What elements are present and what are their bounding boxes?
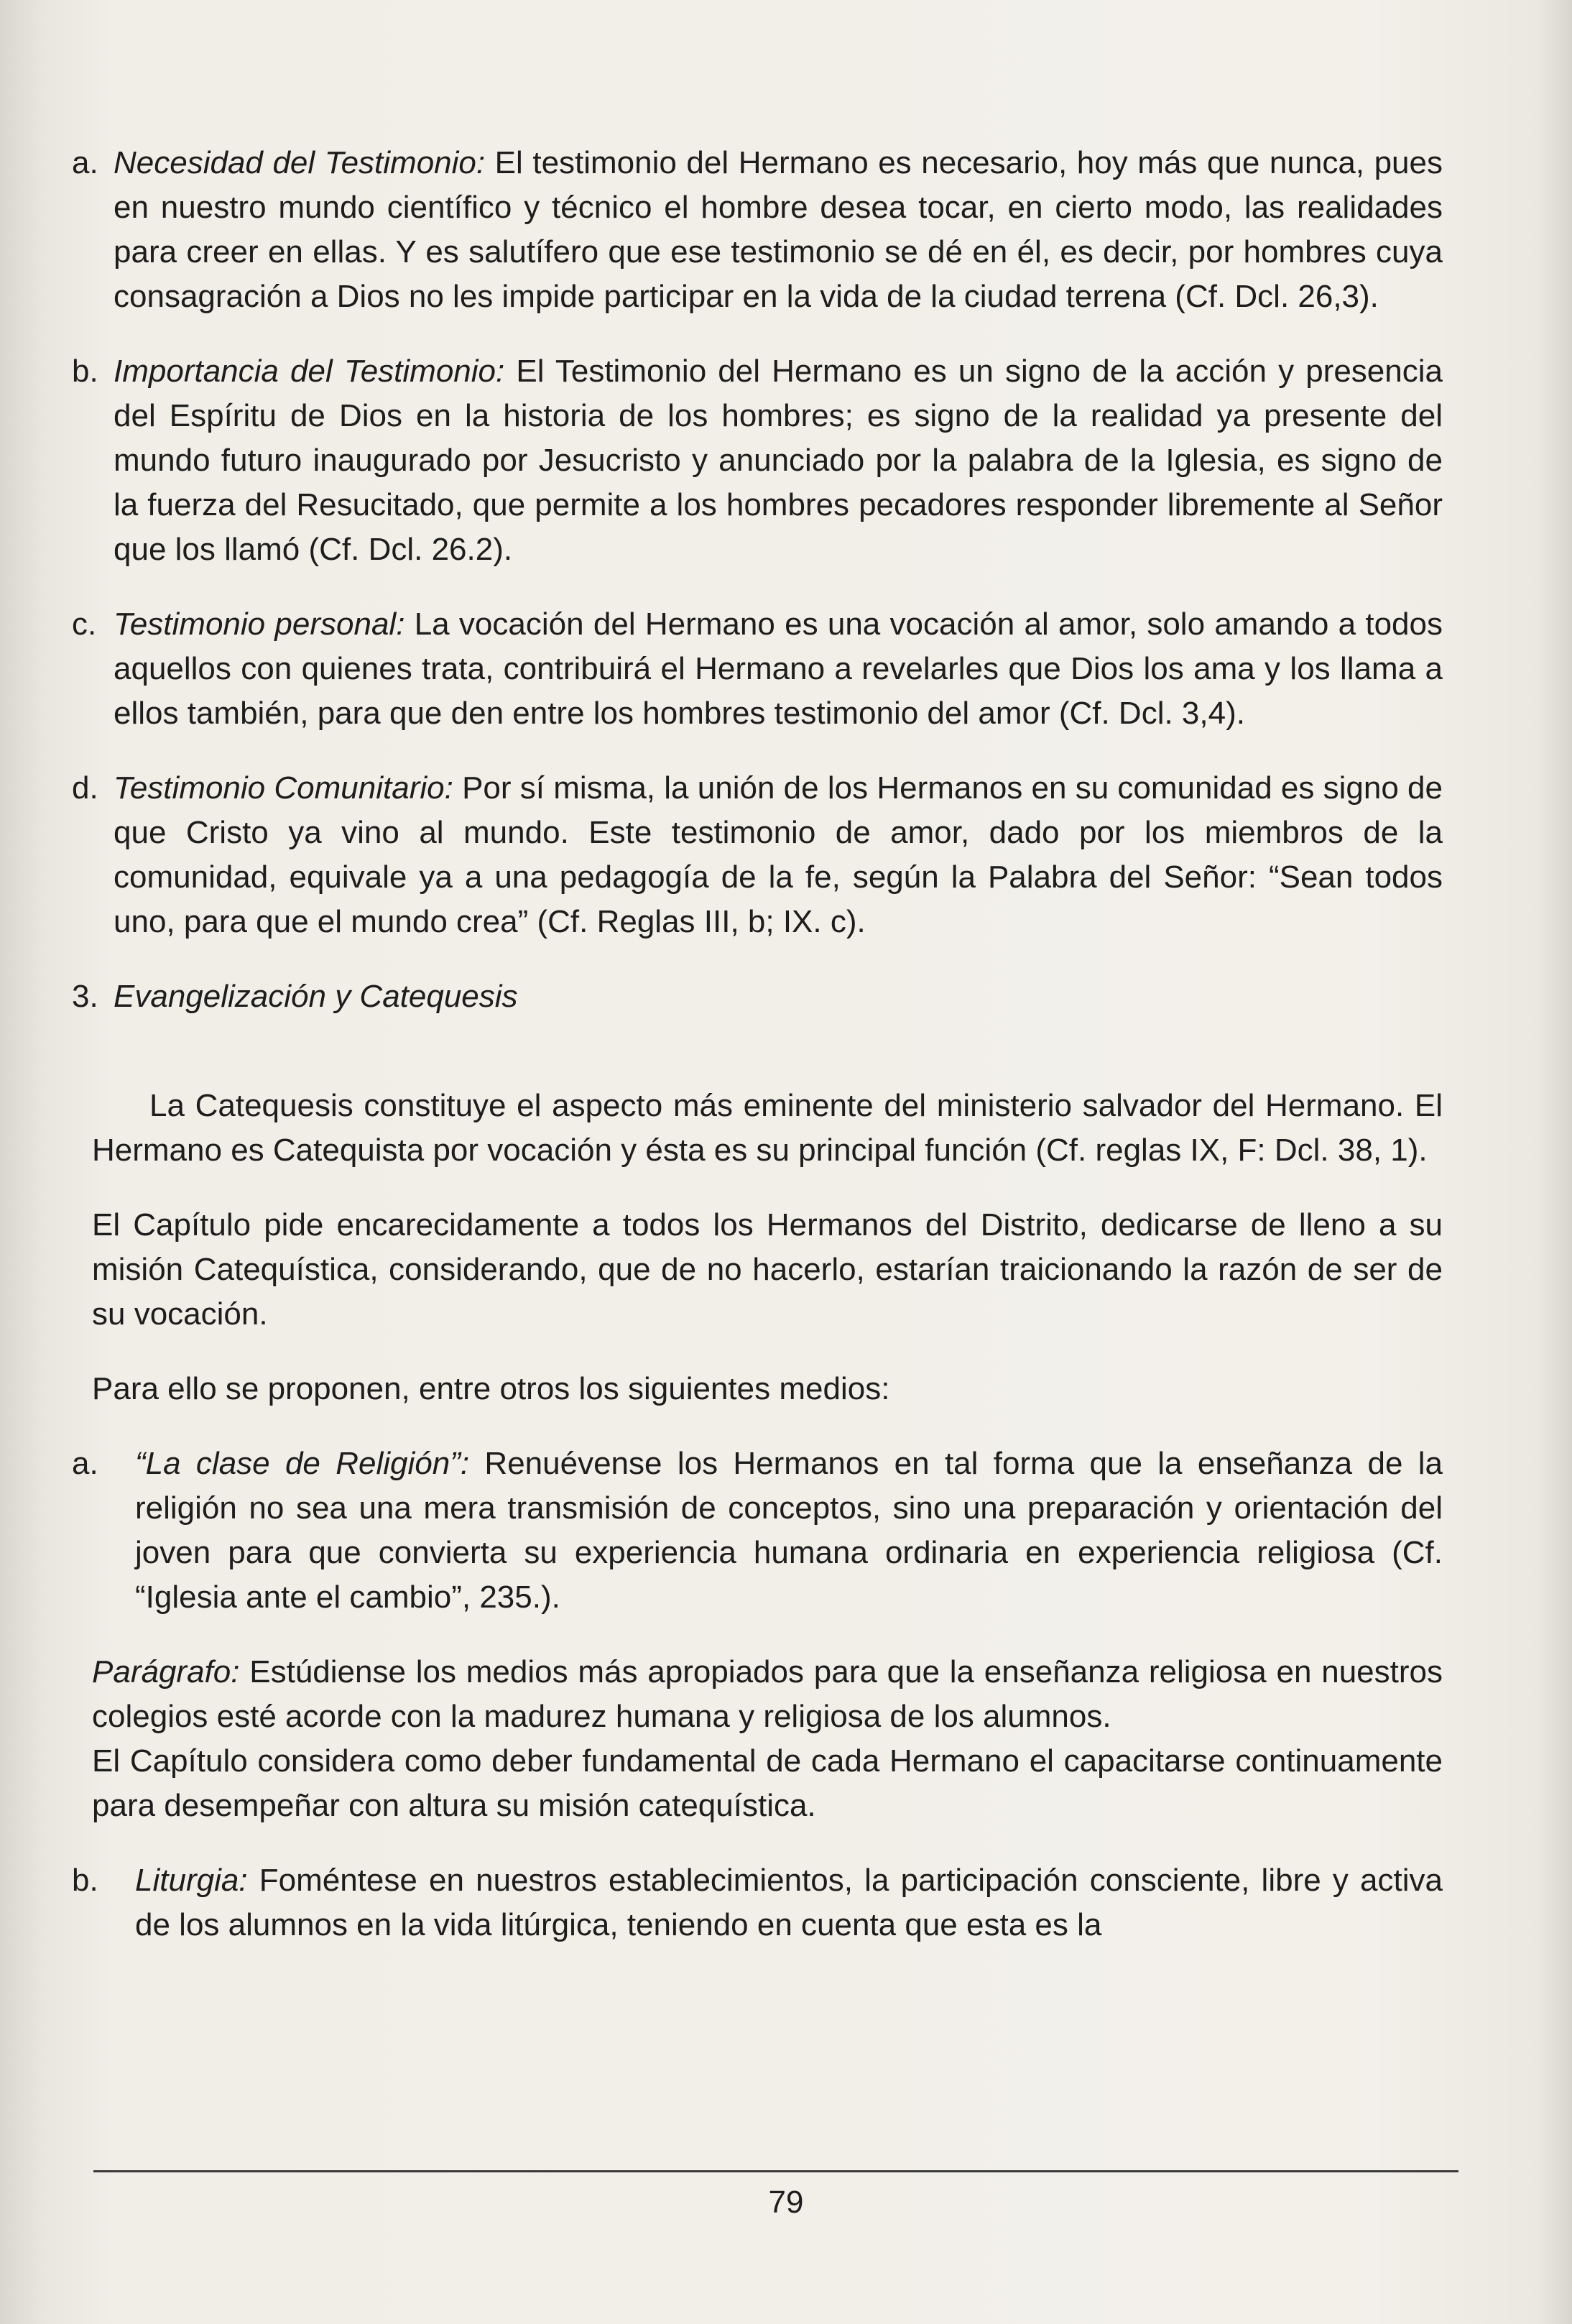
- paragraph-catequesis: La Catequesis constituye el aspecto más eminente del ministerio salvador del Hermano. El Hermano es Catequista por vocación y ésta es su principal función (Cf. reglas IX, F: Dcl. 38, 1).: [92, 1088, 1443, 1168]
- item-heading: Necesidad del Testimonio:: [114, 145, 486, 180]
- paragraph-capitulo: El Capítulo pide encarecidamente a todos los Hermanos del Distrito, dedicarse de lleno a su misión Catequística, considerando, que de no hacerlo, estarían traicionando la razón de ser de su vocación.: [92, 1207, 1443, 1332]
- paragraph-paragrafo: [92, 1650, 1443, 1739]
- list-marker: b.: [72, 354, 98, 389]
- page-number: 79: [768, 2185, 804, 2220]
- paragrafo-heading: Parágrafo:: [92, 1654, 240, 1689]
- paragraph-deber: El Capítulo considera como deber fundamental de cada Hermano el capacitarse continuamente para desempeñar con altura su misión catequística.: [92, 1743, 1443, 1823]
- item-text: El testimonio del Hermano es necesario, hoy más que nunca, pues en nuestro mundo científico y técnico el hombre desea tocar, en cierto modo, las realidades para creer en ellas. Y es salutífero que ese testimonio se dé en él, es decir, por hombres cuya consagración a Dios no les impide participar en la vida de la ciudad terrena (Cf. Dcl. 26,3).: [114, 145, 1443, 314]
- paragraph-medios: Para ello se proponen, entre otros los siguientes medios:: [92, 1371, 890, 1406]
- page-content: [72, 141, 1443, 1978]
- paragrafo-text: Estúdiense los medios más apropiados para que la enseñanza religiosa en nuestros colegios esté acorde con la madurez humana y religiosa de los alumnos.: [92, 1654, 1443, 1734]
- list-item-necesidad: [72, 141, 1443, 319]
- list-item-personal: [72, 602, 1443, 736]
- list-marker: c.: [72, 607, 97, 642]
- section-heading: [72, 974, 1443, 1019]
- section-number: 3.: [72, 979, 98, 1014]
- list-marker: d.: [72, 770, 98, 806]
- item-text: Por sí misma, la unión de los Hermanos en su comunidad es signo de que Cristo ya vino al mundo. Este testimonio de amor, dado por los miembros de la comunidad, equivale ya a una pedagogía de la fe, según la Palabra del Señor: “Sean todos uno, para que el mundo crea” (Cf. Reglas III, b; IX. c).: [114, 770, 1443, 939]
- list-item-liturgia: [72, 1858, 1443, 1947]
- list-marker: a.: [72, 1446, 98, 1481]
- footer-rule: [93, 2170, 1458, 2172]
- list-marker: a.: [72, 145, 98, 180]
- list-marker: b.: [72, 1863, 98, 1898]
- item-heading: Testimonio personal:: [114, 607, 405, 642]
- item-heading: “La clase de Religión”:: [135, 1446, 470, 1481]
- list-item-religion: [72, 1442, 1443, 1620]
- item-heading: Testimonio Comunitario:: [114, 770, 453, 806]
- list-item-comunitario: [72, 766, 1443, 944]
- item-text: La vocación del Hermano es una vocación al amor, solo amando a todos aquellos con quienes trata, contribuirá el Hermano a revelarles que Dios los ama y los llama a ellos también, para que den entre los hombres testimonio del amor (Cf. Dcl. 3,4).: [114, 607, 1443, 731]
- section-title: Evangelización y Catequesis: [114, 979, 518, 1014]
- item-text: El Testimonio del Hermano es un signo de la acción y presencia del Espíritu de Dios en la historia de los hombres; es signo de la realidad ya presente del mundo futuro inaugurado por Jesucristo y anunciado por la palabra de la Iglesia, es signo de la fuerza del Resucitado, que permite a los hombres pecadores responder libremente al Señor que los llamó (Cf. Dcl. 26.2).: [114, 354, 1443, 567]
- item-heading: Liturgia:: [135, 1863, 248, 1898]
- list-item-importancia: [72, 349, 1443, 572]
- item-text: Renuévense los Hermanos en tal forma que la enseñanza de la religión no sea una mera transmisión de conceptos, sino una preparación y orientación del joven para que convierta su experiencia humana ordinaria en experiencia religiosa (Cf. “Iglesia ante el cambio”, 235.).: [135, 1446, 1443, 1615]
- item-text: Foméntese en nuestros establecimientos, la participación consciente, libre y activa de los alumnos en la vida litúrgica, teniendo en cuenta que esta es la: [135, 1863, 1443, 1942]
- item-heading: Importancia del Testimonio:: [114, 354, 505, 389]
